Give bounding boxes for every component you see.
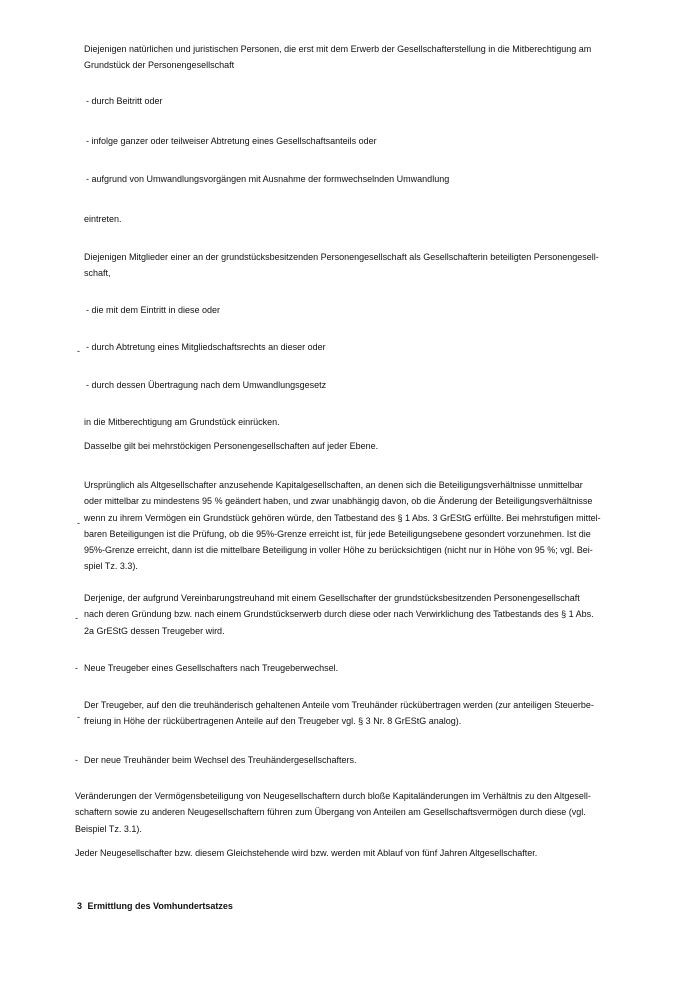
text-line: 95%-Grenze erreicht, dann ist die mittelbare Beteiligung in voller Höhe zu berücksichtigen (nicht nur in Höhe von 95 %; vgl. Bei- [84,545,593,556]
paragraph-trust-agreement [84,590,594,639]
paragraph-new-partners-intro [84,41,591,74]
text-line: schaft, [84,268,111,279]
text-line: schaftern sowie zu anderen Neugesellschaftern führen zum Übergang von Anteilen am Gesellschaftsvermögen durch diese (vgl. [75,807,586,818]
list-item: - durch Abtretung eines Mitgliedschaftsrechts an dieser oder [86,342,326,352]
text-line: Ursprünglich als Altgesellschafter anzusehende Kapitalgesellschaften, an denen sich die Beteiligungsverhältnisse unmittelbar [84,480,583,490]
margin-dash: - [77,518,80,528]
paragraph-capital-companies [84,477,601,575]
list-item: - die mit dem Eintritt in diese oder [86,305,221,315]
text-line: Diejenigen Mitglieder einer an der grundstücksbesitzenden Personengesellschaft als Gesellschafterin beteiligten Personengesell- [84,252,599,262]
text-line: freiung in Höhe der rückübertragenen Anteile auf den Treugeber vgl. § 3 Nr. 8 GrEStG analog). [84,716,462,727]
text-line: wenn zu ihrem Vermögen ein Grundstück gehören würde, den Tatbestand des § 1 Abs. 3 GrEStG erfüllte. Bei mehrstufigen mittel- [84,512,601,523]
paragraph-note: Dasselbe gilt bei mehrstöckigen Personengesellschaften auf jeder Ebene. [84,441,379,451]
paragraph-closing: eintreten. [84,214,122,224]
text-line: Veränderungen der Vermögensbeteiligung von Neugesellschaftern durch bloße Kapitaländerungen im Verhältnis zu den Altgesell- [75,791,591,801]
margin-dash: - [75,663,78,673]
text-line: nach deren Gründung bzw. nach einem Grundstückserwerb durch diese oder nach Verwirklichung des Tatbestands des § 1 Abs. [84,609,594,620]
section-number: 3 [77,901,83,911]
section-heading [77,898,233,914]
margin-dash: - [75,613,78,623]
text-line: spiel Tz. 3.3). [84,561,138,572]
paragraph-capital-changes [75,788,591,837]
list-item: - aufgrund von Umwandlungsvorgängen mit Ausnahme der formwechselnden Umwandlung [86,174,450,184]
text-line: 2a GrEStG dessen Treugeber wird. [84,625,225,636]
paragraph-trustor-retransfer [84,697,594,730]
list-item: - durch Beitritt oder [86,96,163,106]
text-line: baren Beteiligungen ist die Prüfung, ob die 95%-Grenze erreicht ist, für jede Beteiligungsebene gesondert vorzunehmen. Ist die [84,528,591,539]
paragraph-five-years: Jeder Neugesellschafter bzw. diesem Gleichstehende wird bzw. werden mit Ablauf von fünf Jahren Altgesellschafter. [75,848,538,858]
margin-dash: - [75,755,78,765]
text-line: Diejenigen natürlichen und juristischen Personen, die erst mit dem Erwerb der Gesellschafterstellung in die Mitberechtigung am [84,44,592,54]
text-line: Der Treugeber, auf den die treuhänderisch gehaltenen Anteile vom Treuhänder rückübertragen werden (zur anteiligen Steuerbe- [84,700,594,710]
section-title: Ermittlung des Vomhundertsatzes [87,901,233,911]
paragraph-new-trustee: Der neue Treuhänder beim Wechsel des Treuhändergesellschafters. [84,755,357,765]
paragraph-new-trustor: Neue Treugeber eines Gesellschafters nach Treugeberwechsel. [84,663,339,673]
list-item: - durch dessen Übertragung nach dem Umwandlungsgesetz [86,380,327,390]
text-line: Derjenige, der aufgrund Vereinbarungstreuhand mit einem Gesellschafter der grundstücksbesitzenden Personengesellschaft [84,593,580,603]
list-item: - infolge ganzer oder teilweiser Abtretung eines Gesellschaftsanteils oder [86,136,377,146]
margin-dash: - [77,712,80,722]
margin-dash: - [77,346,80,356]
paragraph-members-intro [84,249,599,282]
text-line: oder mittelbar zu mindestens 95 % geändert haben, und zwar unabhängig davon, ob die Änderung der Beteiligungsverhältnisse [84,496,593,507]
paragraph-closing: in die Mitberechtigung am Grundstück einrücken. [84,417,280,427]
text-line: Beispiel Tz. 3.1). [75,823,142,834]
text-line: Grundstück der Personengesellschaft [84,60,235,71]
